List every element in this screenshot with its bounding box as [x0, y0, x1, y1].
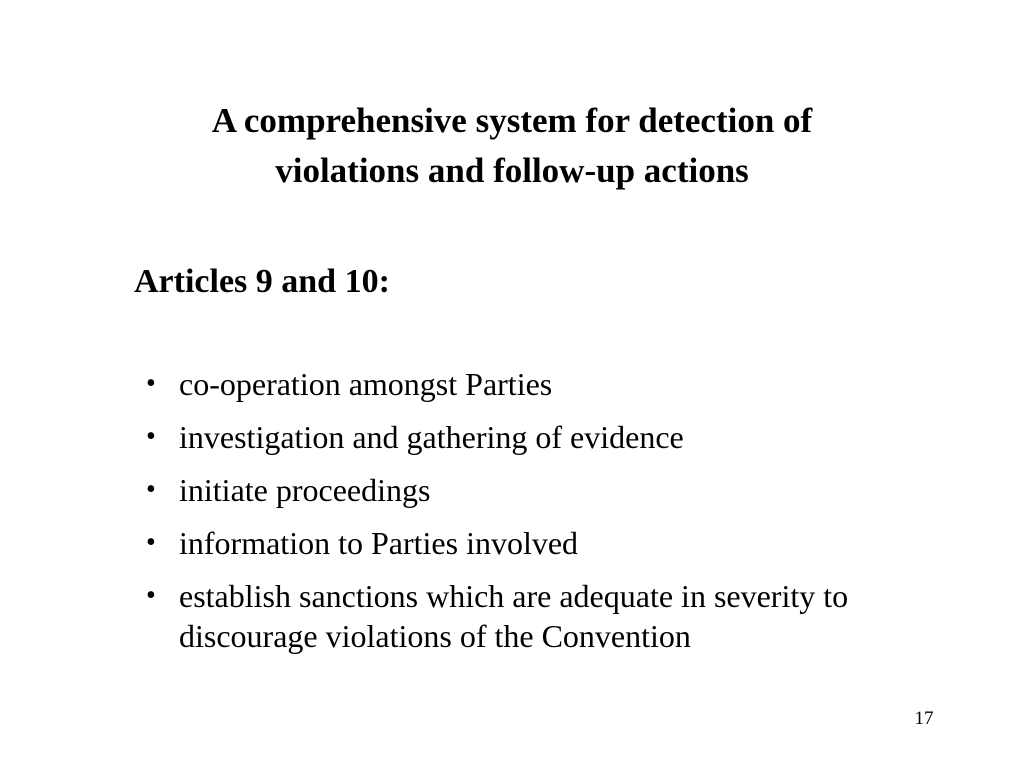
bullet-text: information to Parties involved: [179, 525, 579, 561]
bullet-icon: •: [146, 421, 156, 452]
bullet-item: [140, 576, 980, 656]
articles-heading: Articles 9 and 10:: [134, 263, 390, 300]
bullet-text: co-operation amongst Parties: [179, 366, 553, 402]
slide-title-line: A comprehensive system for detection of: [211, 101, 813, 140]
bullet-item: [140, 523, 980, 563]
bullet-text: initiate proceedings: [179, 472, 431, 508]
bullet-text: investigation and gathering of evidence: [179, 419, 684, 455]
bullet-list: [140, 364, 980, 669]
bullet-item: [140, 470, 980, 510]
bullet-text: establish sanctions which are adequate in severity to discourage violations of the Convention: [179, 578, 849, 654]
bullet-icon: •: [146, 580, 156, 611]
slide-title-line: violations and follow-up actions: [275, 151, 749, 190]
page-number: 17: [914, 708, 934, 729]
bullet-item: [140, 364, 980, 404]
slide-title: [112, 96, 912, 196]
bullet-icon: •: [146, 474, 156, 505]
bullet-item: [140, 417, 980, 457]
bullet-icon: •: [146, 368, 156, 399]
bullet-icon: •: [146, 527, 156, 558]
